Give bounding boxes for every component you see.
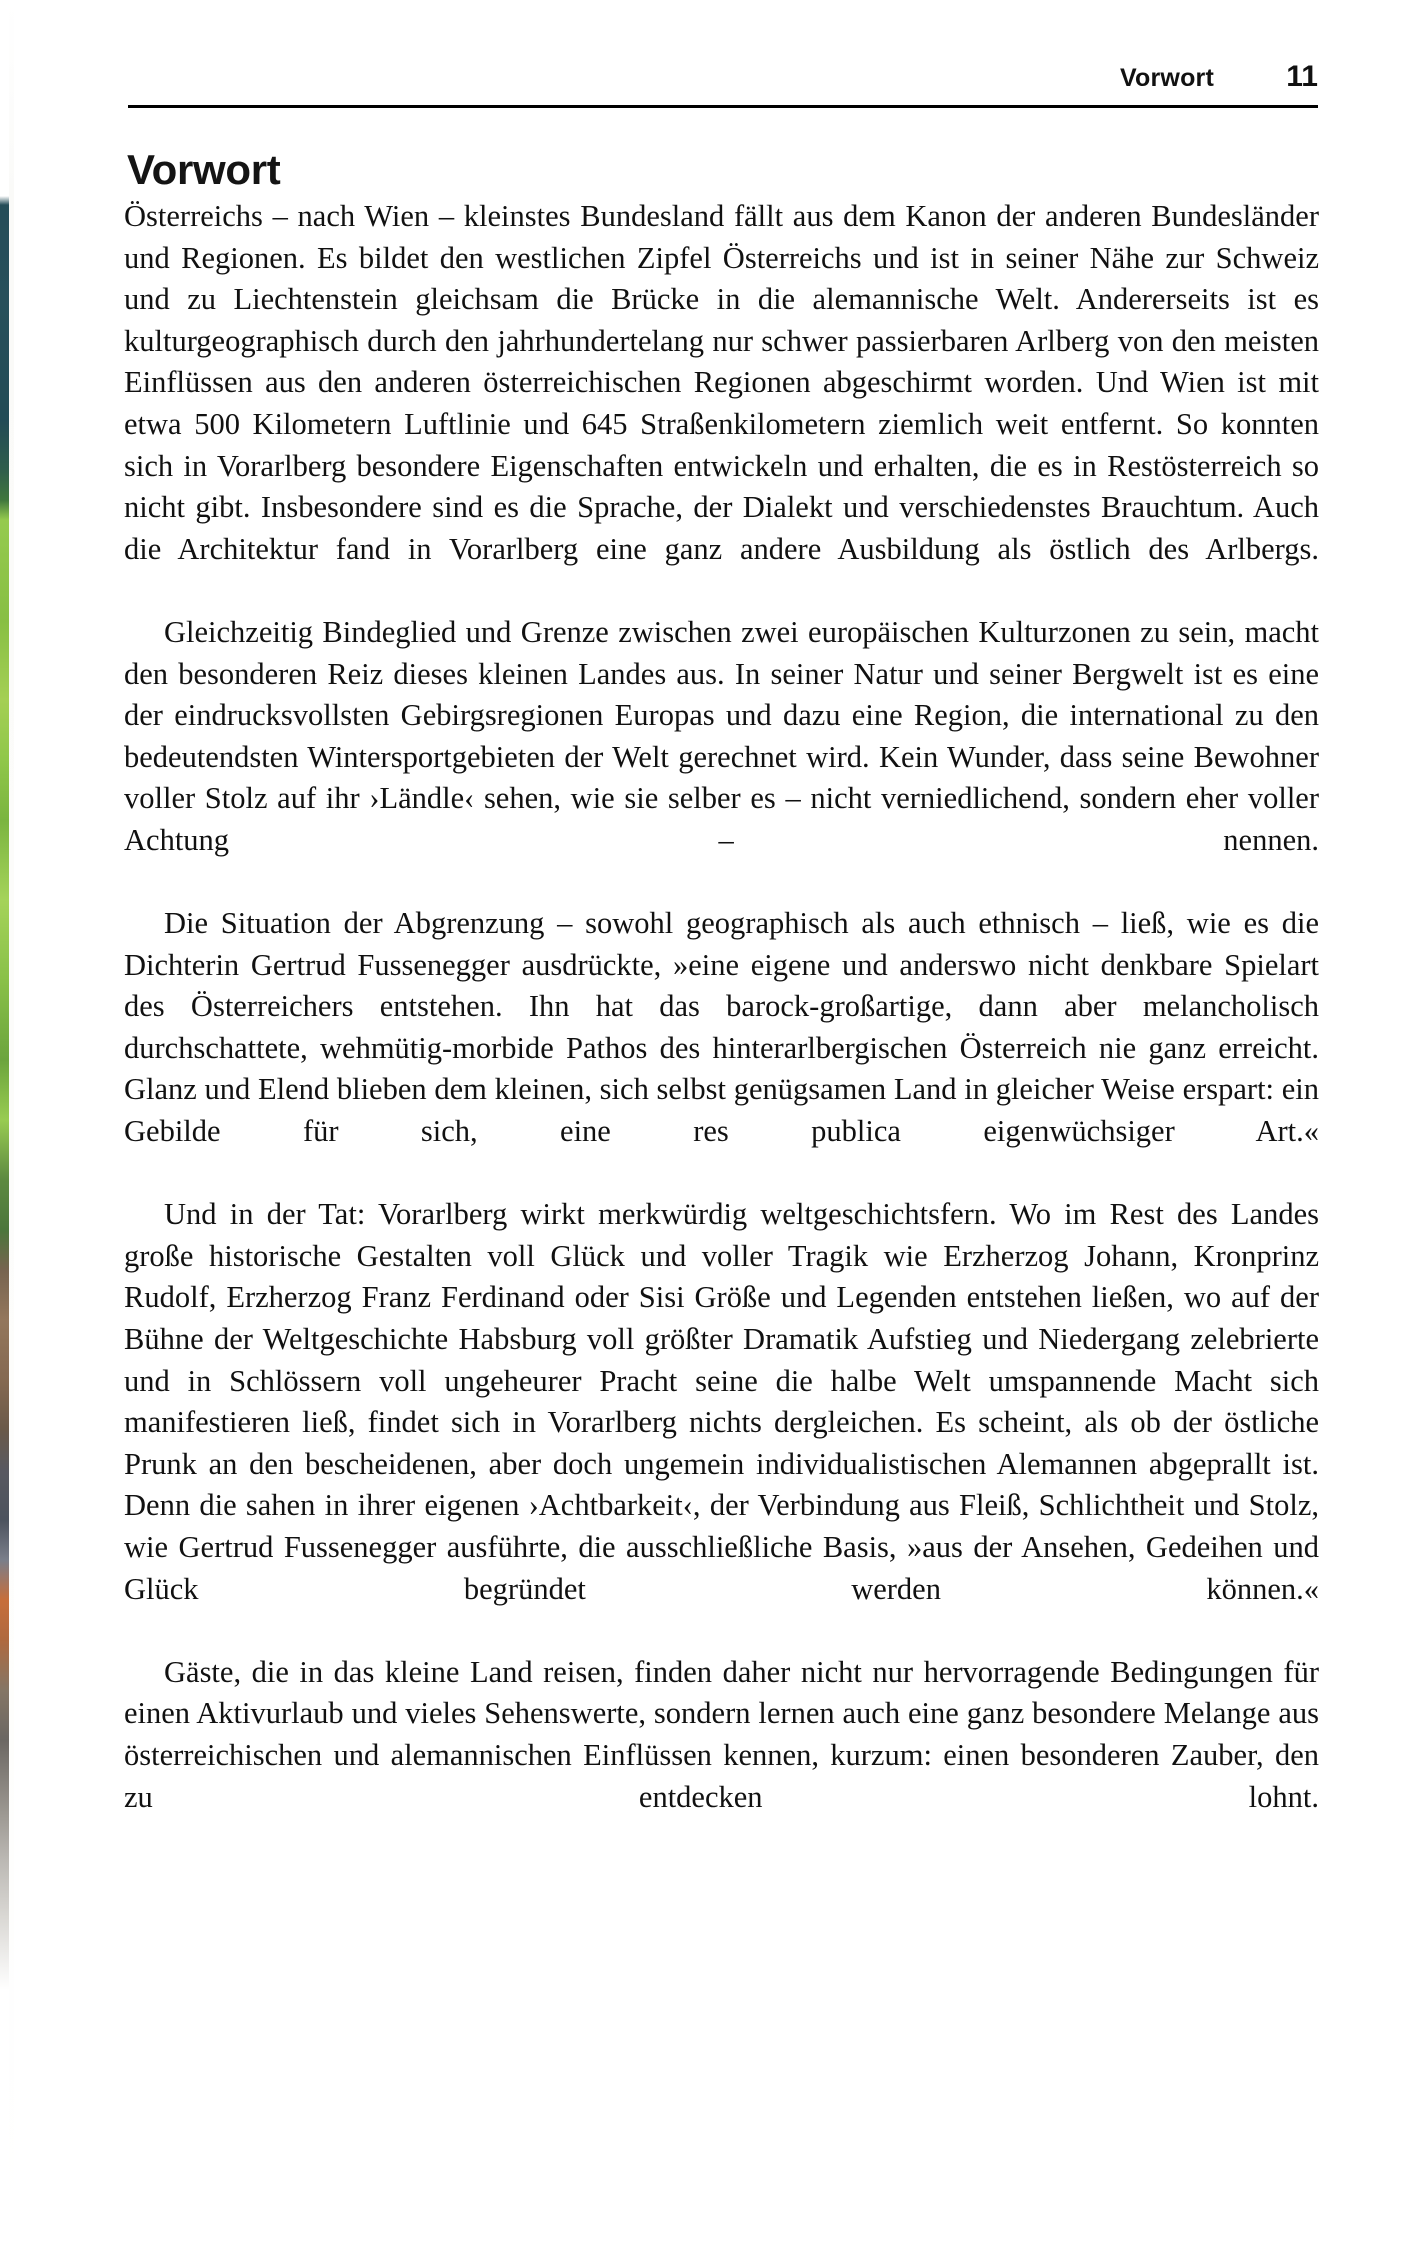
paragraph: Gäste, die in das kleine Land reisen, finden daher nicht nur hervorragende Bedingungen für einen Aktivurlaub und vieles Sehenswerte, sondern lernen auch eine ganz besondere Melange aus österreichischen und alemannischen Einflüssen kennen, kurzum: einen besonderen Zauber, den zu entdecken lohnt. <box>124 1654 1319 1814</box>
running-header <box>128 60 1318 94</box>
scan-edge-artifact <box>0 0 9 2244</box>
page-number: 11 <box>1286 60 1318 93</box>
chapter-title: Vorwort <box>127 146 281 194</box>
running-header-title: Vorwort <box>1120 64 1214 92</box>
scan-edge-artifact-fade <box>9 0 14 2244</box>
paragraph: Und in der Tat: Vorarlberg wirkt merkwürdig weltgeschichtsfern. Wo im Rest des Landes große historische Gestalten voll Glück und voller Tragik wie Erzherzog Johann, Kronprinz Rudolf, Erzherzog Franz Ferdinand oder Sisi Größe und Legenden entstehen ließen, wo auf der Bühne der Weltgeschichte Habsburg voll größter Dramatik Aufstieg und Niedergang zelebrierte und in Schlössern voll ungeheurer Pracht seine die halbe Welt umspannende Macht sich manifestieren ließ, findet sich in Vorarlberg nichts dergleichen. Es scheint, als ob der östliche Prunk an den bescheidenen, aber doch ungemein individualistischen Alemannen abgeprallt ist. Denn die sahen in ihrer eigenen ›Achtbarkeit‹, der Verbindung aus Fleiß, Schlichtheit und Stolz, wie Gertrud Fussenegger ausführte, die ausschließliche Basis, »aus der Ansehen, Gedeihen und Glück begründet werden können.« <box>124 1197 1319 1606</box>
body-text <box>124 196 1319 1860</box>
paragraph: Die Situation der Abgrenzung – sowohl geographisch als auch ethnisch – ließ, wie es die Dichterin Gertrud Fussenegger ausdrückte, »eine eigene und anderswo nicht denkbare Spielart des Österreichers entstehen. Ihn hat das barock-großartige, dann aber melancholisch durchschattete, wehmütig-morbide Pathos des hinterarlbergischen Österreich nie ganz erreicht. Glanz und Elend blieben dem kleinen, sich selbst genügsamen Land in gleicher Weise erspart: ein Gebilde für sich, eine res publica eigenwüchsiger Art.« <box>124 906 1319 1149</box>
paragraph: Gleichzeitig Bindeglied und Grenze zwischen zwei europäischen Kulturzonen zu sein, macht den besonderen Reiz dieses kleinen Landes aus. In seiner Natur und seiner Bergwelt ist es eine der eindrucksvollsten Gebirgsregionen Europas und dazu eine Region, die international zu den bedeutendsten Wintersportgebieten der Welt gerechnet wird. Kein Wunder, dass seine Bewohner voller Stolz auf ihr ›Ländle‹ sehen, wie sie selber es – nicht verniedlichend, sondern eher voller Achtung – nennen. <box>124 614 1319 857</box>
header-rule <box>128 105 1318 108</box>
paragraph: Österreichs – nach Wien – kleinstes Bundesland fällt aus dem Kanon der anderen Bundesländer und Regionen. Es bildet den westlichen Zipfel Österreichs und ist in seiner Nähe zur Schweiz und zu Liechtenstein gleichsam die Brücke in die alemannische Welt. Andererseits ist es kulturgeographisch durch den jahrhundertelang nur schwer passierbaren Arlberg von den meisten Einflüssen aus den anderen österreichischen Regionen abgeschirmt worden. Und Wien ist mit etwa 500 Kilometern Luftlinie und 645 Straßenkilometern ziemlich weit entfernt. So konnten sich in Vorarlberg besondere Eigenschaften entwickeln und erhalten, die es in Restösterreich so nicht gibt. Insbesondere sind es die Sprache, der Dialekt und verschiedenstes Brauchtum. Auch die Architektur fand in Vorarlberg eine ganz andere Ausbildung als östlich des Arlbergs. <box>124 199 1319 566</box>
